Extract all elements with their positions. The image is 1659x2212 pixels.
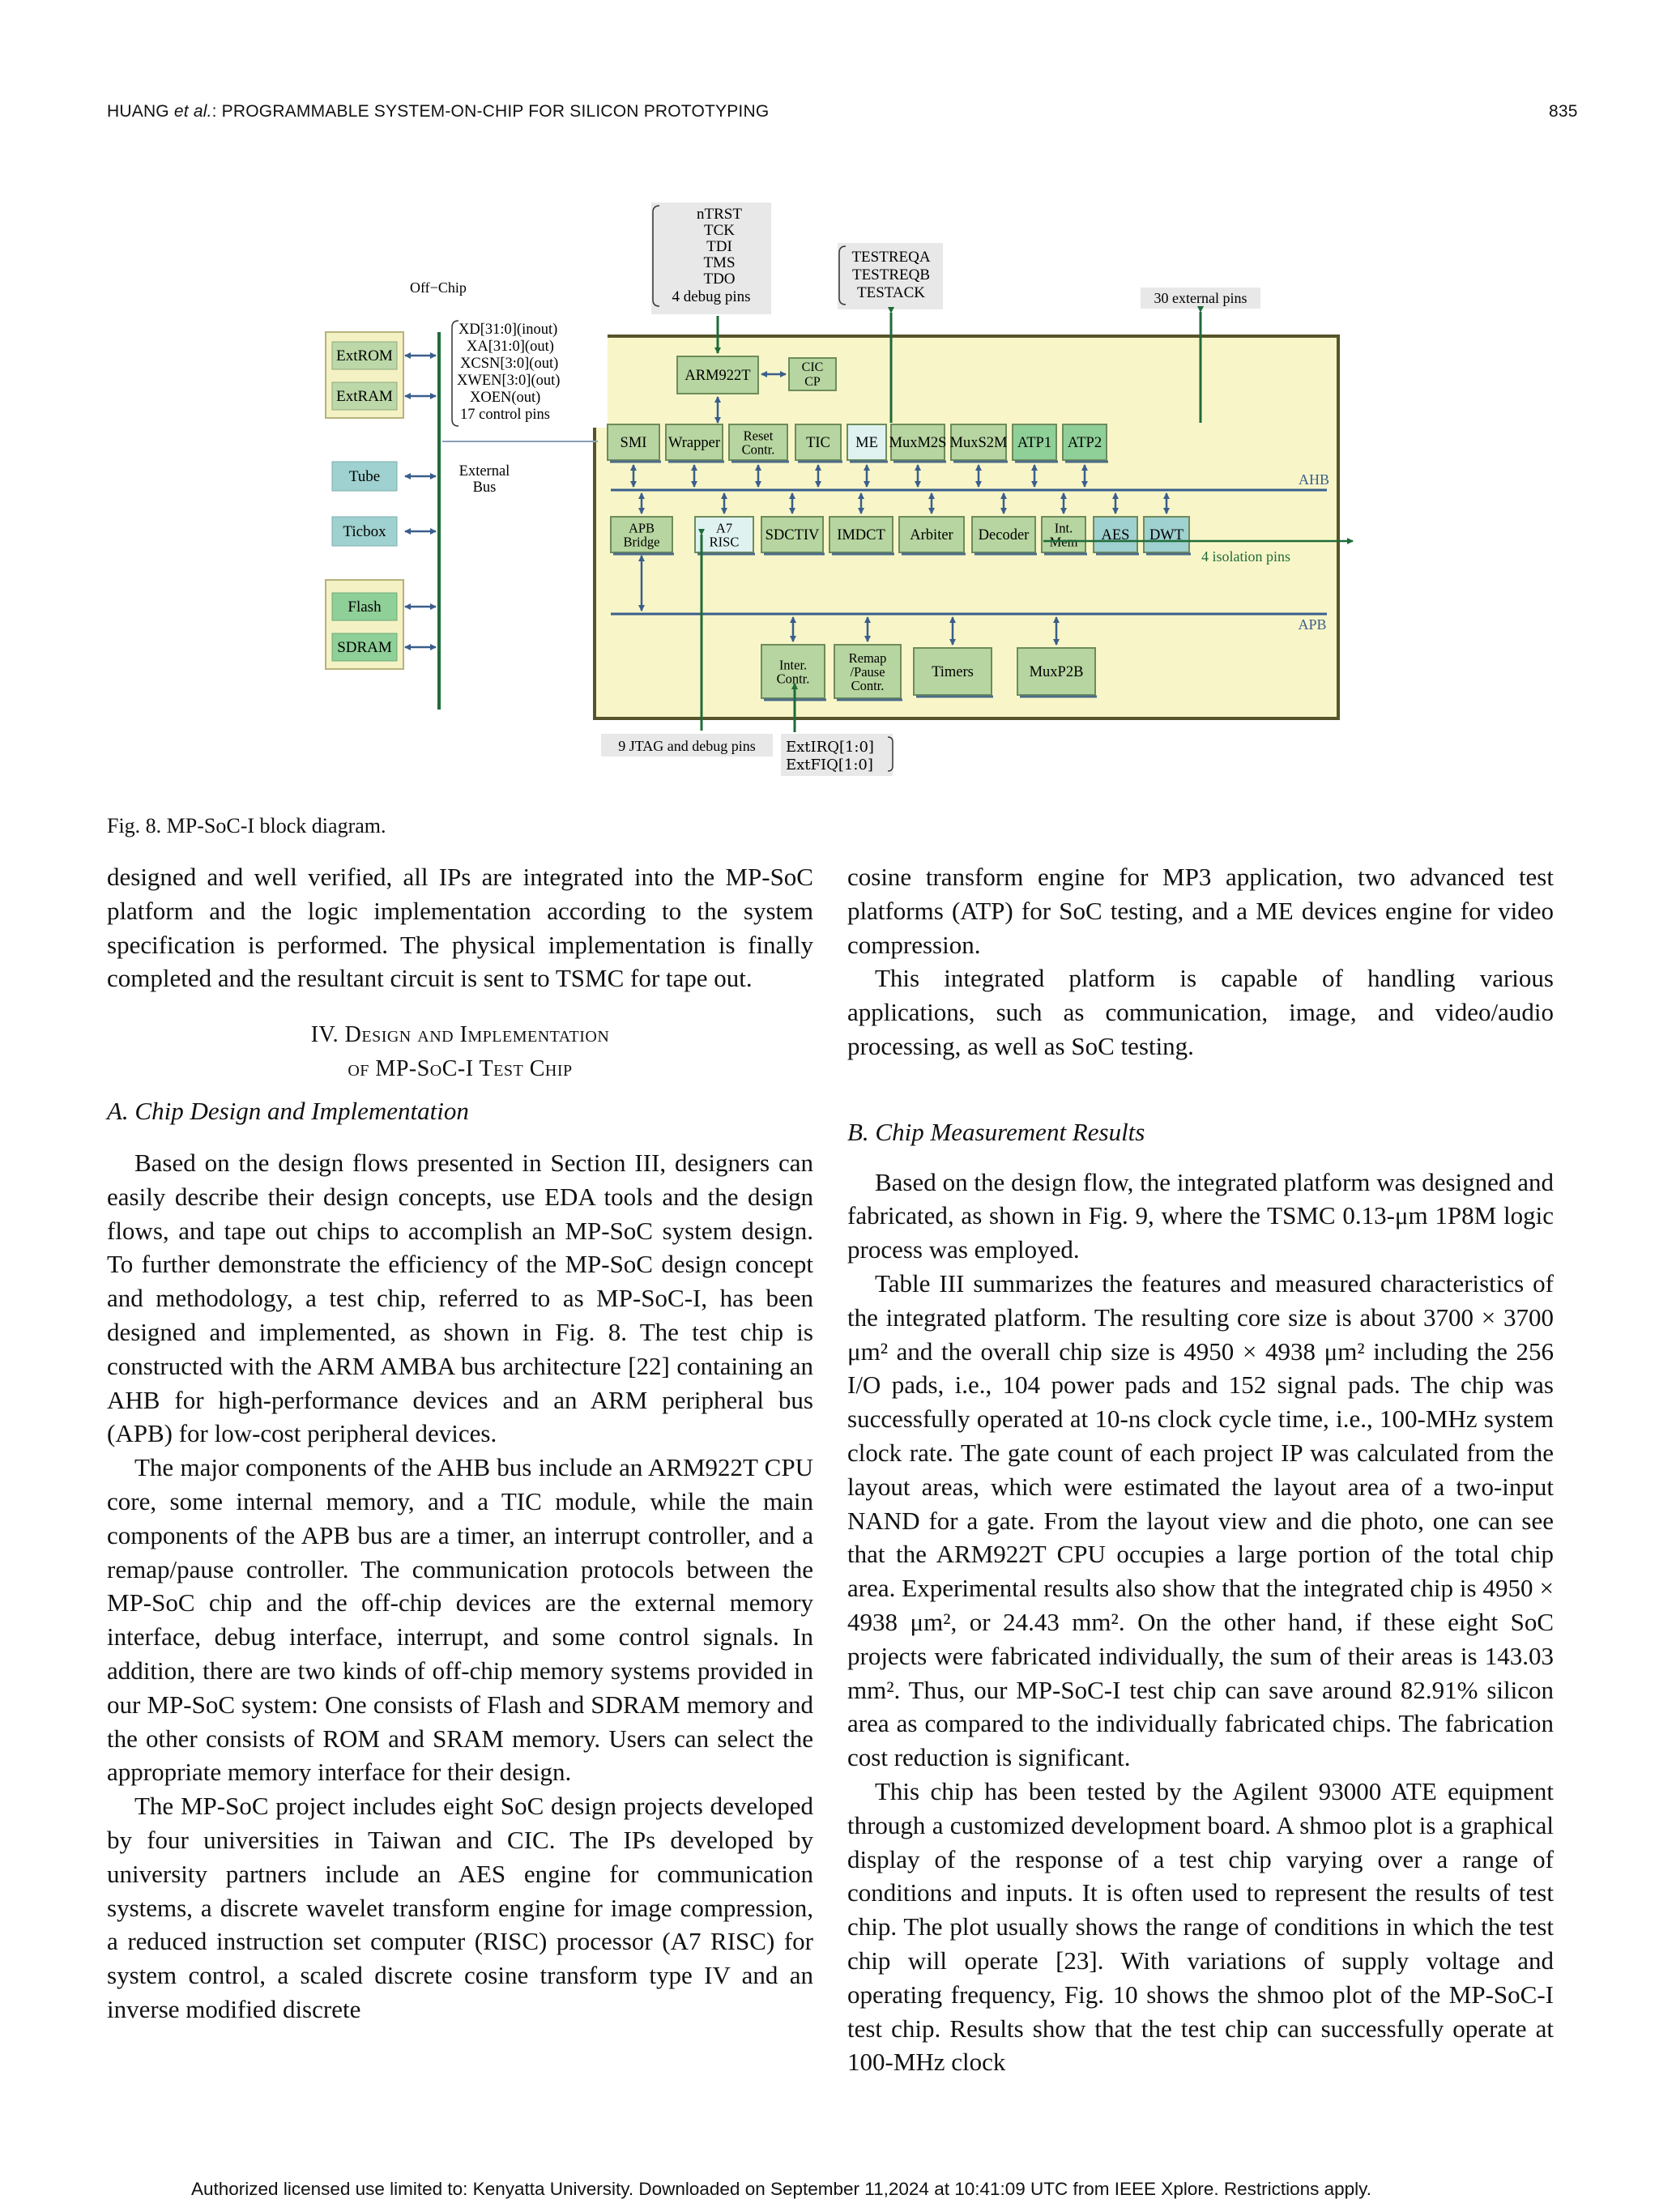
mid-block-dwt: DWT	[1149, 527, 1184, 543]
mid-block-arbiter: Arbiter	[910, 527, 953, 543]
paragraph: designed and well verified, all IPs are integrated into the MP-SoC platform and the logic implementation according to the system specification is performed. The physical implementation is finally completed and the resultant circuit is sent to TSMC for tape out.	[107, 863, 813, 993]
apb-block-inter-contr-: Inter.	[778, 657, 808, 673]
extfiq-label: ExtFIQ[1:0]	[786, 757, 873, 774]
block-diagram	[314, 194, 1367, 794]
left-column	[107, 860, 813, 2027]
paragraph: cosine transform engine for MP3 application, two advanced test platforms (ATP) for SoC testing, and a ME devices engine for video compression.	[847, 863, 1554, 959]
ahb-label: AHB	[1298, 471, 1330, 488]
debug-pins-label: 4 debug pins	[672, 288, 751, 305]
mid-block-apb-bridge: APB	[628, 520, 655, 536]
apb-block-timers: Timers	[932, 664, 974, 680]
pin-tdi: TDI	[706, 238, 732, 255]
license-footer: Authorized licensed use limited to: Kenyatta University. Downloaded on September 11,2024 at 10:41:09 UTC from IEEE Xplore. Restrictions apply.	[191, 2179, 1372, 2199]
extirq-label: ExtIRQ[1:0]	[786, 739, 874, 756]
ahb-block-tic: TIC	[806, 435, 830, 451]
pin-testack: TESTACK	[857, 284, 925, 301]
external-pins-label: 30 external pins	[1154, 290, 1247, 306]
apb-block-inter-contr-: Contr.	[776, 671, 810, 687]
paragraph: This integrated platform is capable of handling various applications, such as communication, image, and video/audio processing, as well as SoC testing.	[847, 964, 1554, 1060]
pin-tck: TCK	[704, 222, 735, 239]
off-chip-label: Off−Chip	[410, 279, 467, 296]
mid-block-int-mem: Mem	[1049, 534, 1078, 550]
ahb-block-muxm2s: MuxM2S	[889, 435, 947, 451]
ahb-block-muxs2m: MuxS2M	[949, 435, 1008, 451]
paragraph: This chip has been tested by the Agilent 93000 ATE equipment through a customized development board. A shmoo plot is a graphical display of the response of a test chip varying over a range of conditions and inputs. It is often used to represent the results of test chip. The plot usually shows the range of conditions in which the test chip will operate [23]. With variations of supply voltage and operating frequency, Fig. 10 shows the shmoo plot of the MP-SoC-I test chip. Results show that the test chip can successfully operate at 100-MHz clock	[847, 1776, 1554, 2077]
external-bus-label-2: Bus	[472, 479, 497, 496]
arm922t-block: ARM922T	[684, 368, 751, 384]
mid-block-a7-risc: A7	[715, 520, 733, 536]
mid-block-apb-bridge: Bridge	[623, 534, 660, 550]
pin-ntrst: nTRST	[697, 206, 742, 223]
section-heading	[107, 1018, 813, 1052]
jtag-pins-label: 9 JTAG and debug pins	[618, 738, 756, 754]
apb-block-muxp2b: MuxP2B	[1029, 664, 1084, 680]
mid-block-aes: AES	[1101, 527, 1130, 543]
subsection-heading: B. Chip Measurement Results	[847, 1117, 1145, 1146]
mid-block-decoder: Decoder	[978, 527, 1030, 543]
running-header: HUANG et al.: PROGRAMMABLE SYSTEM-ON-CHIP FOR SILICON PROTOTYPING	[107, 102, 770, 121]
apb-block-remap-pause-contr-: Remap	[848, 650, 887, 666]
paragraph: Table III summarizes the features and measured characteristics of the integrated platform. The resulting core size is about 3700 × 3700 μm² and the overall chip size is 4950 × 4938 μm² including the 256 I/O pads, i.e., 104 power pads and 152 signal pads. The chip was successfully operated at 10-ns clock cycle time, i.e., 100-MHz system clock rate. The gate count of each project IP was calculated from the layout areas, which were estimated the layout area of a two-input NAND for a gate. From the layout view and die photo, one can see that the ARM922T CPU occupies a large portion of the total chip area. Experimental results also show that the integrated chip is 4950 × 4938 μm², or 24.43 mm². On the other hand, if these eight SoC projects were fabricated individually, the sum of their areas is 143.03 mm². Thus, our MP-SoC-I test chip can save around 82.91% silicon area as compared to the individually fabricated chips. The fabrication cost reduction is significant.	[847, 1268, 1554, 1772]
mid-block-int-mem: Int.	[1054, 520, 1073, 536]
pin-testreqa: TESTREQA	[851, 249, 931, 266]
ahb-block-smi: SMI	[620, 435, 647, 451]
apb-block-remap-pause-contr-: /Pause	[850, 664, 885, 680]
isolation-pins-label: 4 isolation pins	[1201, 548, 1291, 565]
signal-xoen: XOEN(out)	[470, 390, 541, 406]
ahb-block-atp1: ATP1	[1017, 435, 1052, 451]
paragraph: Based on the design flow, the integrated platform was designed and fabricated, as shown in Fig. 9, where the TSMC 0.13-μm 1P8M logic process was employed.	[847, 1167, 1554, 1264]
section-heading-2	[107, 1052, 813, 1086]
control-pins-label: 17 control pins	[460, 407, 550, 423]
cp-block: CP	[804, 375, 821, 389]
ahb-block-atp2: ATP2	[1067, 435, 1102, 451]
mid-block-sdctiv: SDCTIV	[765, 527, 820, 543]
pin-testreqb: TESTREQB	[851, 266, 931, 283]
apb-block-remap-pause-contr-: Contr.	[851, 678, 885, 693]
paragraph: The MP-SoC project includes eight SoC design projects developed by four universities in Taiwan and CIC. The IPs developed by university partners include an AES engine for communication systems, a discrete wavelet transform engine for image compression, a reduced instruction set computer (RISC) processor (A7 RISC) for system control, a scaled discrete cosine transform type IV and an inverse modified discrete	[107, 1792, 813, 2023]
mid-block-a7-risc: RISC	[709, 534, 740, 550]
right-column	[847, 860, 1554, 2079]
pin-tms: TMS	[703, 254, 736, 271]
mid-block-imdct: IMDCT	[837, 527, 885, 543]
paragraph: The major components of the AHB bus include an ARM922T CPU core, some internal memory, and a TIC module, while the main components of the APB bus are a timer, an interrupt controller, and a remap/pause controller. The communication protocols between the MP-SoC chip and the off-chip devices are the external memory interface, debug interface, interrupt, and some control signals. In addition, there are two kinds of off-chip memory systems provided in our MP-SoC system: One consists of Flash and SDRAM memory and the other consists of ROM and SRAM memory. Users can select the appropriate memory interface for their design.	[107, 1453, 813, 1787]
section-heading-line2: of MP-SoC-I Test Chip	[348, 1056, 573, 1082]
figure-caption: Fig. 8. MP-SoC-I block diagram.	[107, 814, 386, 837]
ahb-block-me: ME	[855, 435, 878, 451]
pin-tdo: TDO	[703, 271, 736, 288]
ahb-block-reset-contr-: Reset	[743, 428, 774, 444]
section-heading-line1: IV. Design and Implementation	[310, 1022, 610, 1048]
tube-block: Tube	[348, 468, 381, 485]
sdram-block: SDRAM	[337, 639, 392, 656]
ahb-block-reset-contr-: Contr.	[741, 441, 775, 458]
ticbox-block: Ticbox	[343, 523, 386, 540]
apb-label: APB	[1298, 616, 1327, 633]
signal-xa: XA[31:0](out)	[467, 339, 554, 355]
extram-block: ExtRAM	[336, 388, 393, 405]
subsection-heading: A. Chip Design and Implementation	[107, 1097, 469, 1126]
paragraph: Based on the design flows presented in Section III, designers can easily describe their design concepts, use EDA tools and the design flows, and tape out chips to accomplish an MP-SoC system design. To further demonstrate the efficiency of the MP-SoC design concept and methodology, a test chip, referred to as MP-SoC-I, has been designed and implemented, as shown in Fig. 8. The test chip is constructed with the ARM AMBA bus architecture [22] containing an AHB for high-performance devices and an ARM peripheral bus (APB) for low-cost peripheral devices.	[107, 1148, 813, 1448]
signal-xcsn: XCSN[3:0](out)	[460, 356, 559, 372]
extrom-block: ExtROM	[336, 347, 393, 364]
signal-xwen: XWEN[3:0](out)	[457, 373, 561, 389]
page-number: 835	[1549, 102, 1578, 121]
external-bus-label: External	[458, 463, 510, 479]
ahb-block-wrapper: Wrapper	[668, 435, 720, 451]
cic-block: CIC	[801, 360, 824, 374]
flash-block: Flash	[348, 599, 382, 616]
signal-xd: XD[31:0](inout)	[458, 322, 558, 338]
